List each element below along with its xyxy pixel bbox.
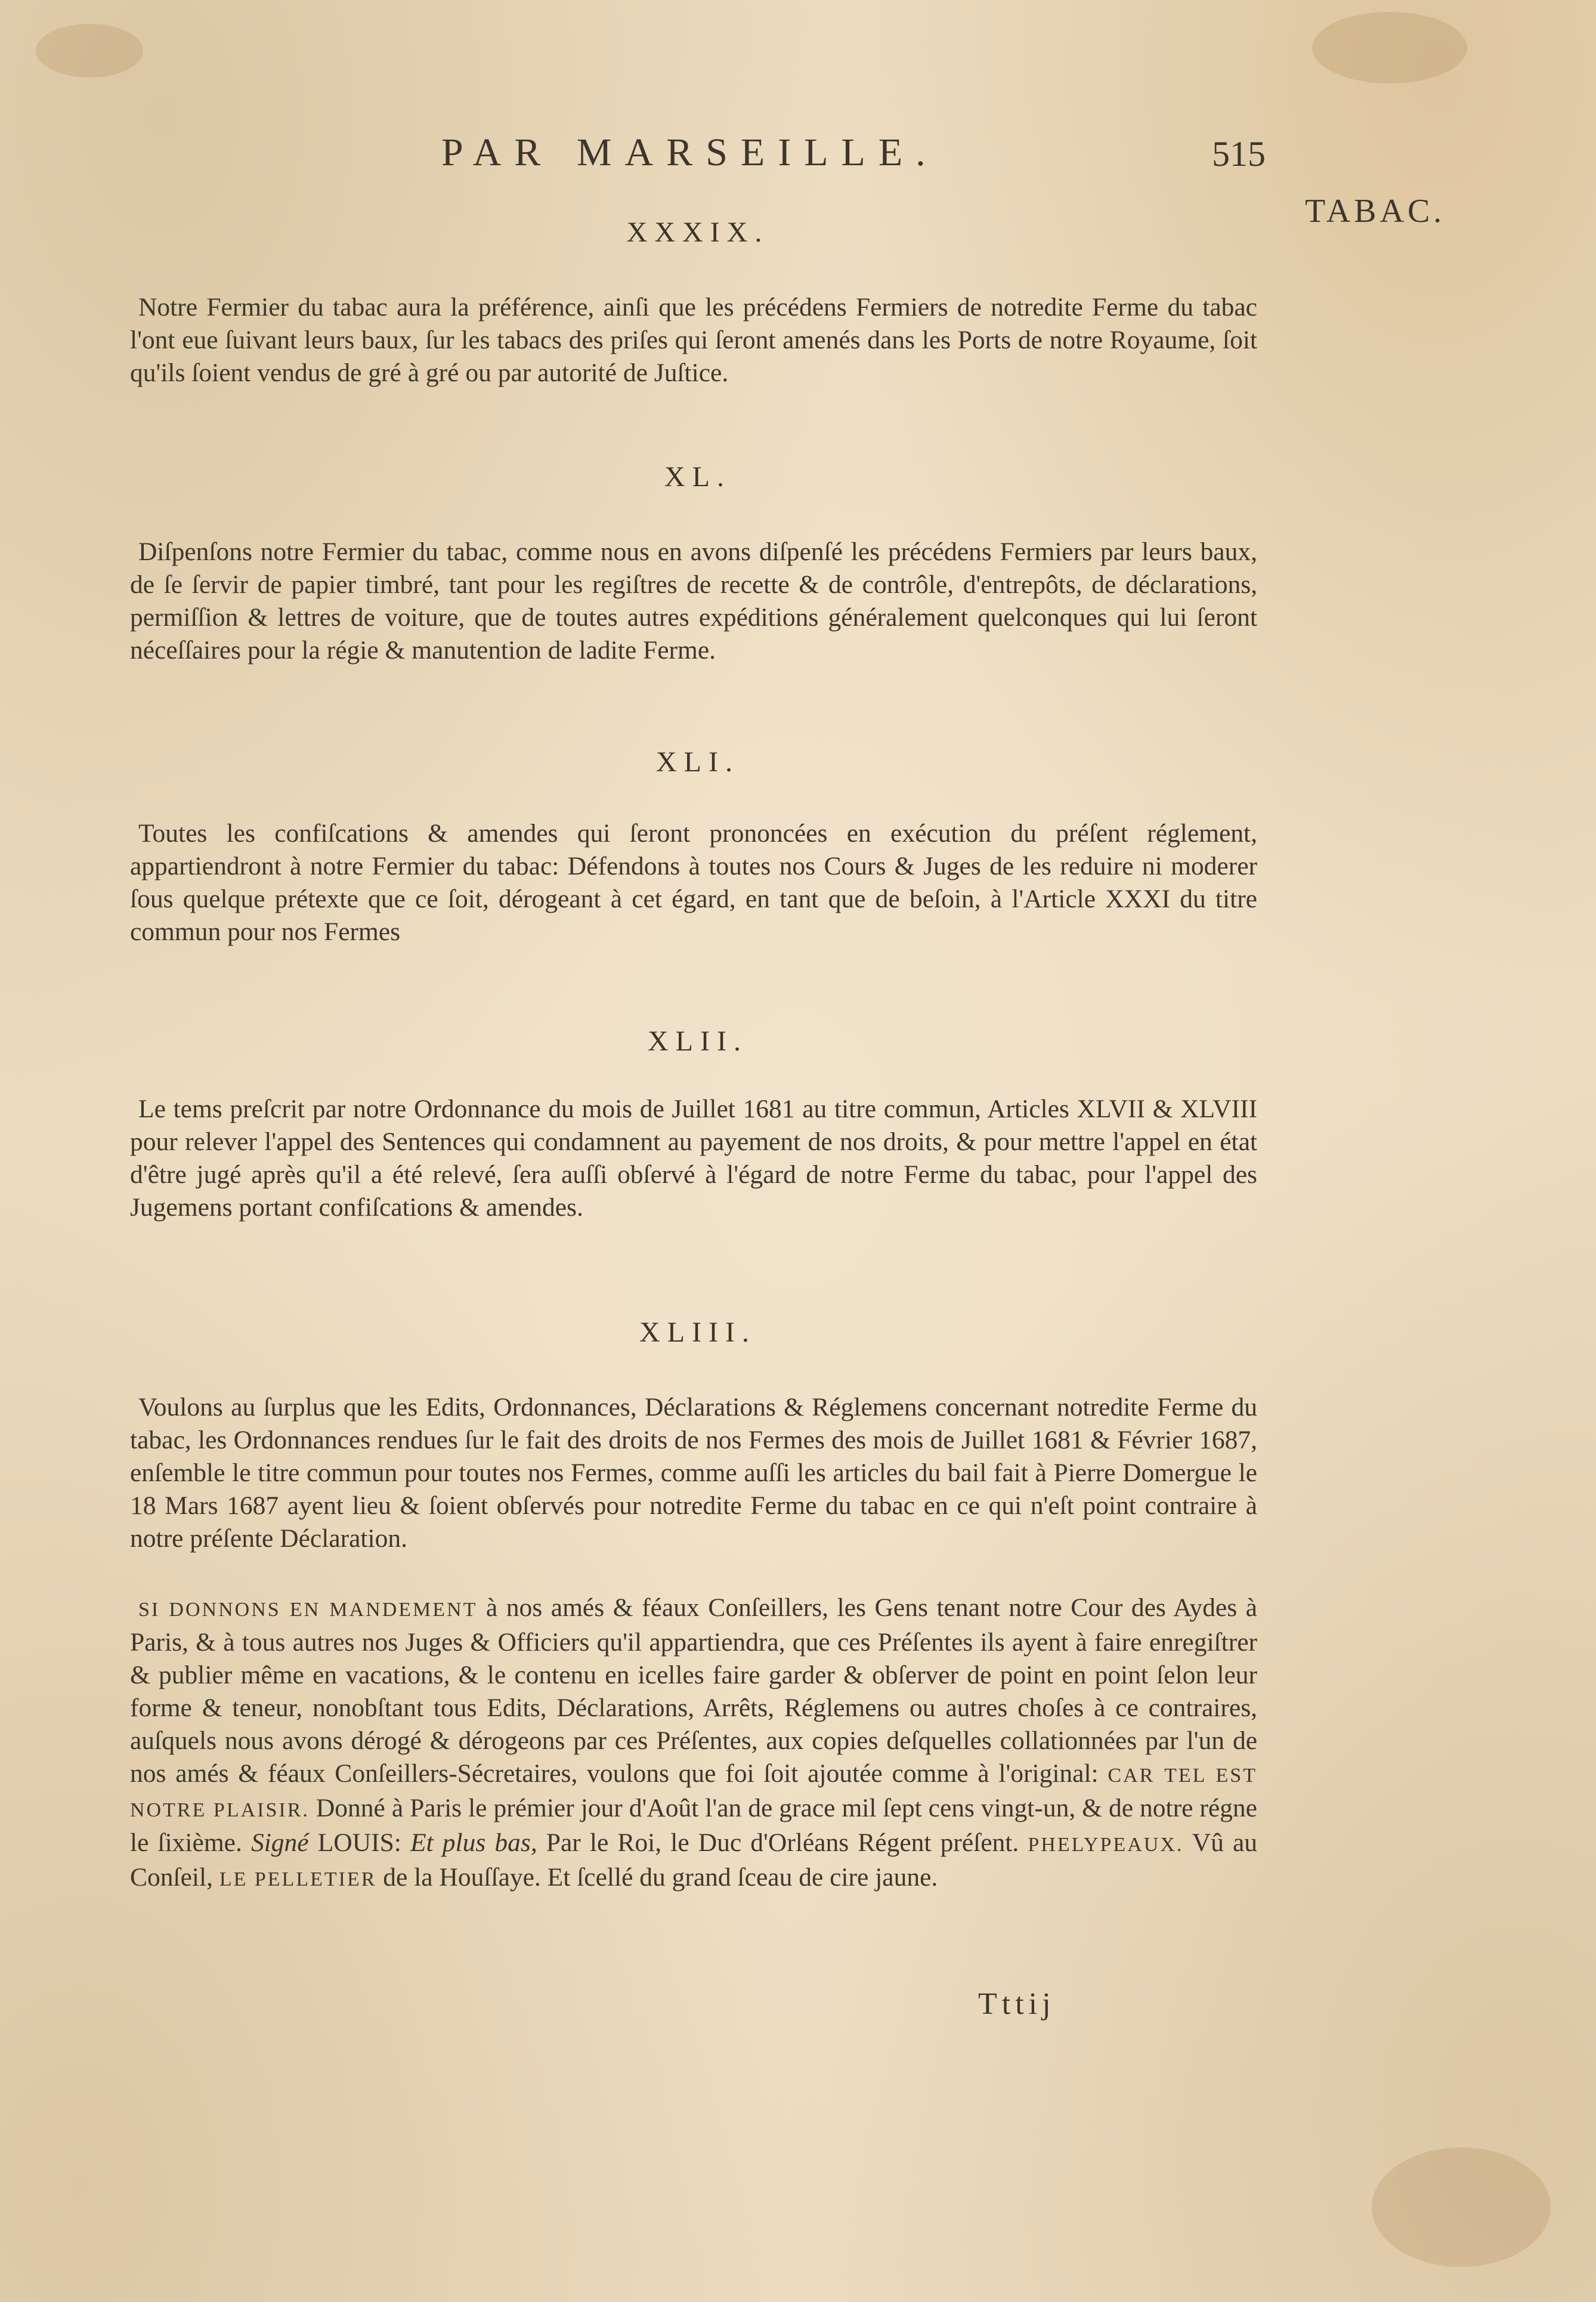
closing-lead: SI DONNONS EN MANDEMENT — [138, 1599, 478, 1621]
closing-text: Donné à Paris le prémier jour d'Août l'an de grace mil ſept cens vingt-un, & de notre régne le ſixième. — [130, 1794, 1257, 1857]
closing-phelypeaux: PHELYPEAUX. — [1028, 1834, 1184, 1856]
article-heading: XXXIX. — [626, 217, 769, 248]
closing-signe: Signé — [250, 1828, 309, 1857]
article-heading: XL. — [664, 461, 731, 493]
paper-stain — [1312, 12, 1467, 84]
article-heading: XLIII. — [639, 1317, 756, 1348]
running-head: PAR MARSEILLE. — [441, 131, 939, 174]
page-number: 515 — [1212, 134, 1266, 174]
paper-stain — [1372, 2147, 1551, 2267]
closing-text: de la Houſſaye. Et ſcellé du grand ſceau de cire jaune. — [376, 1863, 938, 1892]
closing-text: LOUIS: — [308, 1828, 410, 1857]
closing-text: à nos amés & féaux Conſeillers, les Gens tenant notre Cour des Aydes à Paris, & à tous autres nos Juges & Officiers qu'il appartiendra, que ces Préſentes ils ayent à faire enregiſtrer & publier même en vacations, & le contenu en icelles faire garder & obſerver de point en point ſelon leur forme & teneur, nonobſtant tous Edits, Déclarations, Arrêts, Réglemens ou autres choſes à ce contraires, auſquels nous avons dérogé & dérogeons par ces Préſentes, aux copies deſquelles collationnées par l'un de nos amés & féaux Conſeillers-Sécretaires, voulons que foi ſoit ajoutée comme à l'original: — [130, 1593, 1257, 1788]
signature-mark: Tttij — [978, 1987, 1056, 2021]
article-heading: XLI. — [656, 746, 740, 778]
article-paragraph: Notre Fermier du tabac aura la préférence, ainſi que les précédens Fermiers de notredite Ferme du tabac l'ont eue ſuivant leurs baux, ſur les tabacs des priſes qui ſeront amenés dans les Ports de notre Royaume, ſoit qu'ils ſoient vendus de gré à gré ou par autorité de Juſtice. — [130, 293, 1257, 387]
closing-pelletier: LE PELLETIER — [219, 1868, 377, 1890]
margin-note: TABAC. — [1305, 193, 1446, 230]
closing-text: Vû au Conſeil, — [130, 1828, 1258, 1892]
article-paragraph: Voulons au ſurplus que les Edits, Ordonnances, Déclarations & Réglemens concernant notredite Ferme du tabac, les Ordonnances rendues ſur le fait des droits de nos Fermes des mois de Juillet 1681 & Février 1687, enſemble le titre commun pour toutes nos Fermes, comme auſſi les articles du bail fait à Pierre Domergue le 18 Mars 1687 ayent lieu & ſoient obſervés pour notredite Ferme du tabac en ce qui n'eſt point contraire à notre préſente Déclaration. — [130, 1393, 1257, 1553]
closing-text: Par le Roi, le Duc d'Orléans Régent préſent. — [537, 1828, 1028, 1857]
article-paragraph: Diſpenſons notre Fermier du tabac, comme nous en avons diſpenſé les précédens Fermiers par leurs baux, de ſe ſervir de papier timbré, tant pour les regiſtres de recette & de contrôle, d'entrepôts, de déclarations, permiſſion & lettres de voiture, que de toutes autres expéditions généralement quelconques qui lui ſeront néceſſaires pour la régie & manutention de ladite Ferme. — [130, 537, 1257, 665]
paper-stain — [36, 24, 143, 78]
article-paragraph: Toutes les confiſcations & amendes qui ſeront prononcées en exécution du préſent réglement, appartiendront à notre Fermier du tabac: Défendons à toutes nos Cours & Juges de les reduire ni moderer ſous quelque prétexte que ce ſoit, dérogeant à cet égard, en tant que de beſoin, à l'Article XXXI du titre commun pour nos Fermes — [130, 819, 1257, 946]
closing-paragraph — [130, 1592, 1257, 1896]
closing-formula: CAR TEL EST NOTRE PLAISIR. — [130, 1765, 1257, 1821]
article-heading: XLII. — [648, 1025, 748, 1057]
closing-et-plus-bas: Et plus bas, — [410, 1828, 537, 1857]
article-paragraph: Le tems preſcrit par notre Ordonnance du mois de Juillet 1681 au titre commun, Articles XLVII & XLVIII pour relever l'appel des Sentences qui condamnent au payement de nos droits, & pour mettre l'appel en état d'être jugé après qu'il a été relevé, ſera auſſi obſervé à l'égard de notre Ferme du tabac, pour l'appel des Jugemens portant confiſcations & amendes. — [130, 1095, 1257, 1222]
